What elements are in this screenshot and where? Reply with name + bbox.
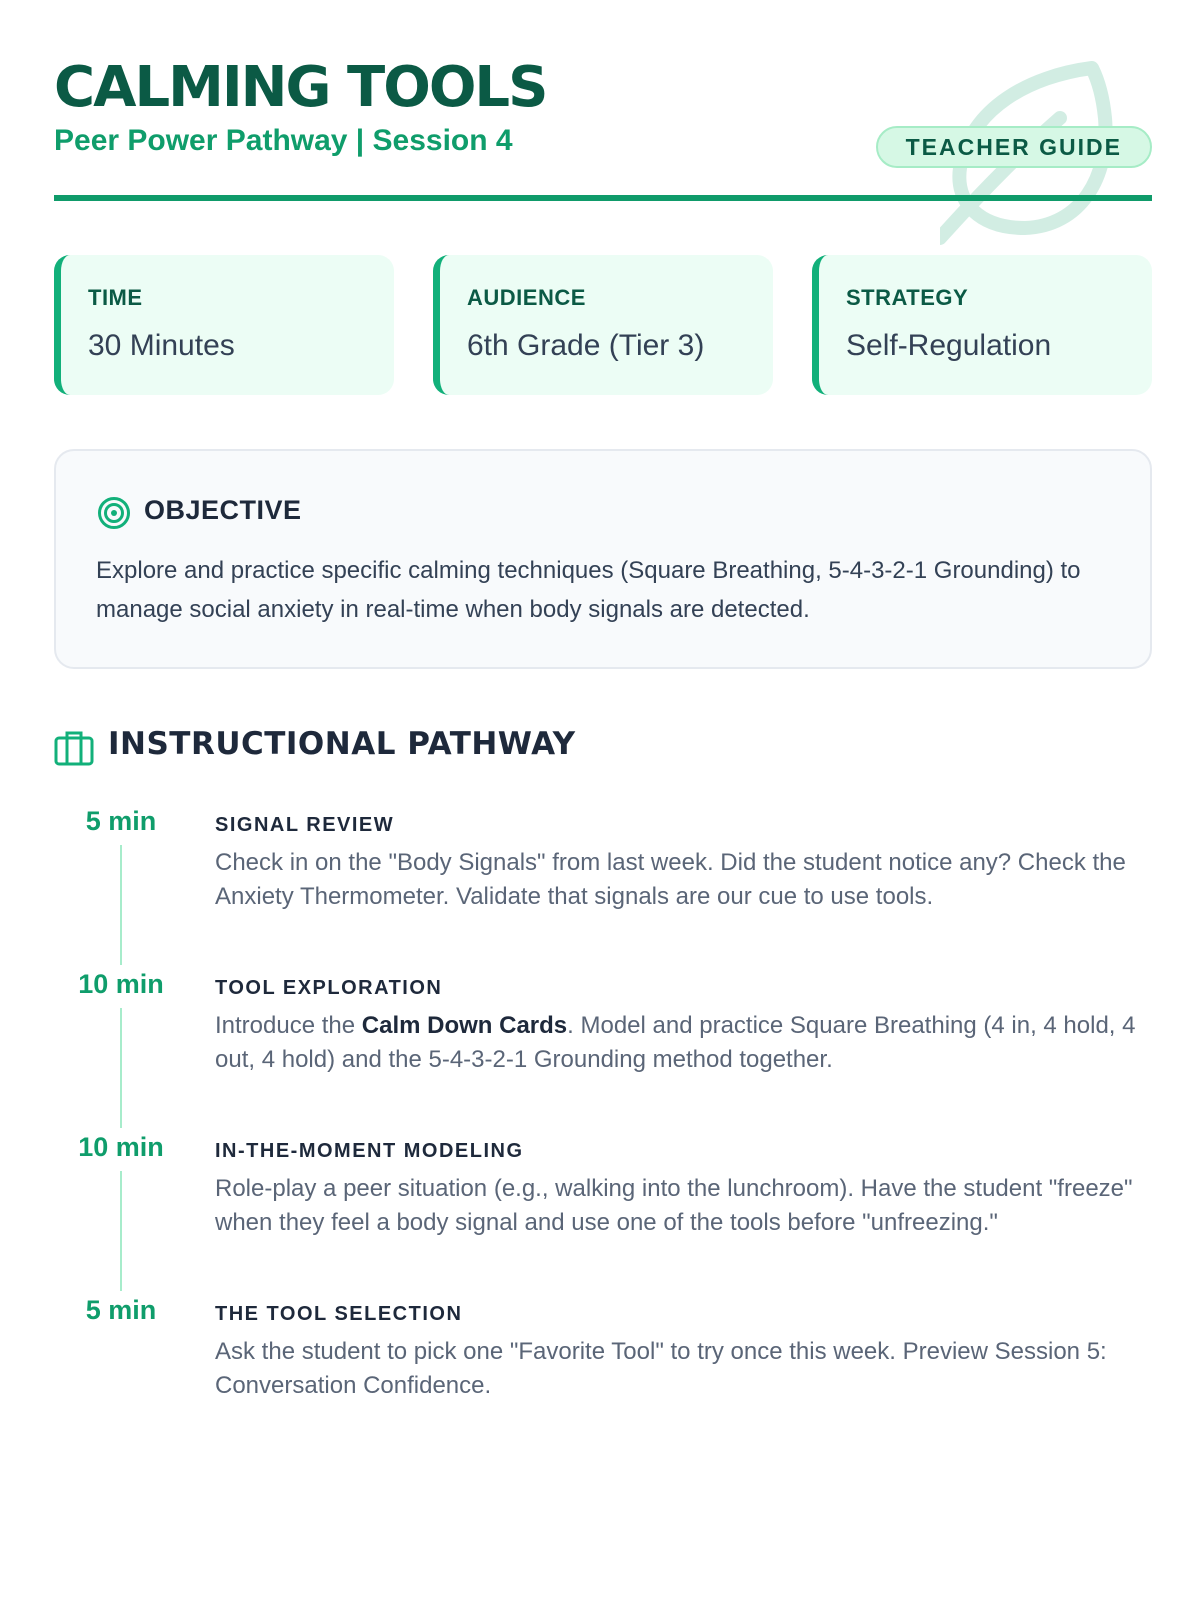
strategy-label: STRATEGY <box>846 285 969 310</box>
step-duration: 10 min <box>78 969 164 999</box>
pathway-title: INSTRUCTIONAL PATHWAY <box>108 726 576 762</box>
time-value: 30 Minutes <box>88 329 235 362</box>
teacher-guide-badge: TEACHER GUIDE <box>876 126 1152 168</box>
audience-value: 6th Grade (Tier 3) <box>467 329 705 362</box>
objective-card <box>54 449 1152 669</box>
pathway-step-in-the-moment-modeling <box>0 1126 1200 1246</box>
target-icon <box>97 496 131 530</box>
step-duration: 10 min <box>78 1132 164 1162</box>
page-header <box>54 56 1152 202</box>
page-subtitle: Peer Power Pathway | Session 4 <box>54 124 513 157</box>
page-title: CALMING TOOLS <box>54 55 547 120</box>
time-label: TIME <box>88 285 143 310</box>
briefcase-icon <box>54 730 94 766</box>
pathway-timeline <box>0 800 1200 1440</box>
strategy-value: Self-Regulation <box>846 329 1052 362</box>
step-title: TOOL EXPLORATION <box>215 977 443 999</box>
step-description-text: Introduce the <box>215 1012 362 1039</box>
step-description: Ask the student to pick one "Favorite Tool" to try once this week. Preview Session 5: Conversation Confidence. <box>215 1338 1107 1399</box>
step-description <box>215 1009 1165 1077</box>
step-title: THE TOOL SELECTION <box>215 1303 463 1325</box>
audience-label: AUDIENCE <box>467 285 586 310</box>
step-title: IN-THE-MOMENT MODELING <box>215 1140 524 1162</box>
strategy-card <box>812 255 1152 395</box>
pathway-step-tool-exploration <box>0 963 1200 1083</box>
step-duration: 5 min <box>85 806 157 836</box>
step-description-text: . Model and practice Square Breathing (4 in, 4 hold, 4 out, 4 hold) and the 5-4-3-2-1 Grounding method together. <box>215 1012 1136 1073</box>
calm-down-cards-emphasis: Calm Down Cards <box>361 1012 568 1039</box>
objective-title: OBJECTIVE <box>144 495 302 525</box>
step-description: Role-play a peer situation (e.g., walking into the lunchroom). Have the student "freeze" when they feel a body signal and use one of the tools before "unfreezing." <box>215 1175 1133 1236</box>
step-title: SIGNAL REVIEW <box>215 814 395 836</box>
time-card <box>54 255 394 395</box>
audience-card <box>433 255 773 395</box>
objective-text: Explore and practice specific calming techniques (Square Breathing, 5-4-3-2-1 Grounding) to manage social anxiety in real-time when body signals are detected. <box>96 557 1081 623</box>
header-divider <box>54 195 1152 201</box>
pathway-step-signal-review <box>0 800 1200 920</box>
step-duration: 5 min <box>85 1295 157 1325</box>
step-description: Check in on the "Body Signals" from last week. Did the student notice any? Check the Anxiety Thermometer. Validate that signals are our cue to use tools. <box>215 849 1126 910</box>
pathway-step-tool-selection <box>0 1289 1200 1409</box>
